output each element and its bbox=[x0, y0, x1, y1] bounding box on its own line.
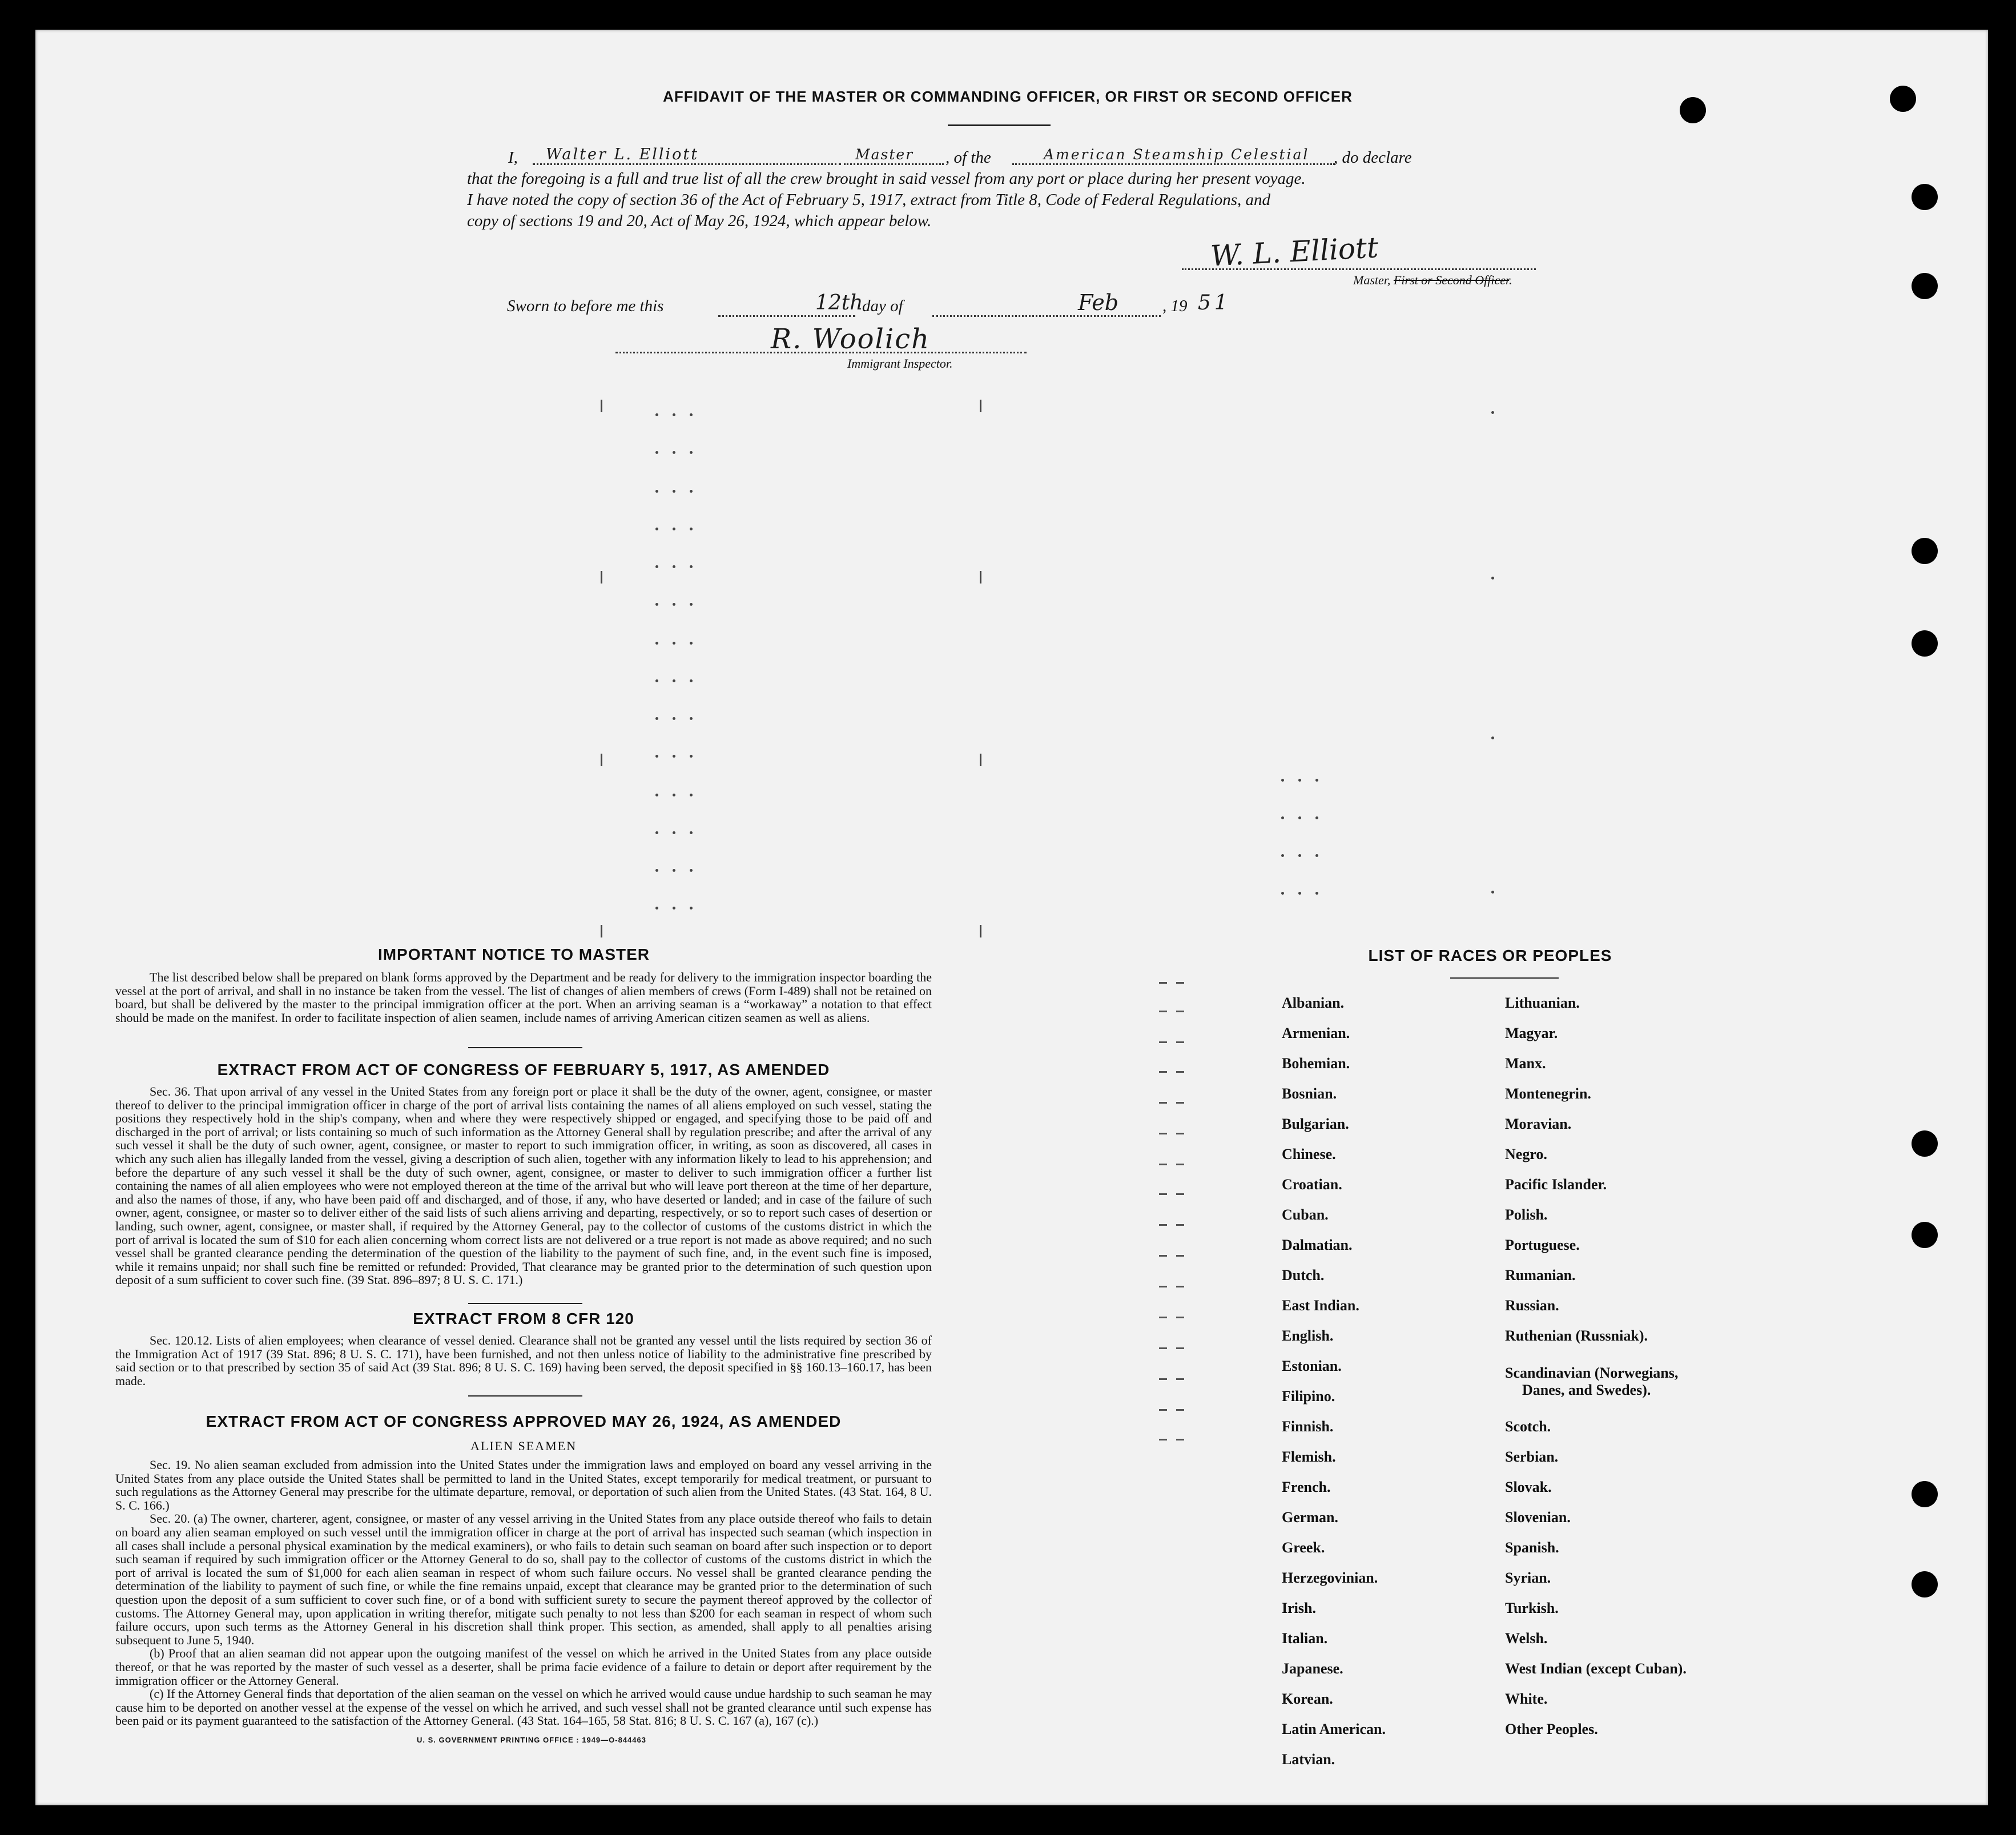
extract1924-title: EXTRACT FROM ACT OF CONGRESS APPROVED MAY 26, 1924, AS AMENDED bbox=[206, 1413, 842, 1430]
race-item: Flemish. bbox=[1282, 1448, 1336, 1465]
day-dotline bbox=[718, 315, 855, 317]
punch-hole bbox=[1912, 1571, 1938, 1597]
affidavit-line4: copy of sections 19 and 20, Act of May 26, 1924, which appear below. bbox=[467, 212, 932, 230]
printer-line: U. S. GOVERNMENT PRINTING OFFICE : 1949—O-844463 bbox=[417, 1736, 646, 1744]
race-item: Moravian. bbox=[1505, 1116, 1572, 1132]
race-item: Other Peoples. bbox=[1505, 1721, 1598, 1737]
race-item: Pacific Islander. bbox=[1505, 1176, 1607, 1193]
punch-hole bbox=[1912, 538, 1938, 564]
sworn-month-field: Feb bbox=[1078, 290, 1119, 315]
race-item: French. bbox=[1282, 1479, 1331, 1495]
race-item: Danes, and Swedes). bbox=[1522, 1382, 1651, 1398]
race-item: Herzegovinian. bbox=[1282, 1570, 1378, 1586]
race-item: Japanese. bbox=[1282, 1660, 1343, 1677]
race-item: Spanish. bbox=[1505, 1539, 1559, 1556]
master-signature: W. L. Elliott bbox=[1209, 231, 1379, 273]
race-item: Montenegrin. bbox=[1505, 1085, 1591, 1102]
race-item: Estonian. bbox=[1282, 1358, 1342, 1374]
race-item: West Indian (except Cuban). bbox=[1505, 1660, 1687, 1677]
extract1924-body bbox=[115, 1458, 932, 1728]
race-item: Dalmatian. bbox=[1282, 1237, 1353, 1253]
race-item: Chinese. bbox=[1282, 1146, 1336, 1162]
vessel-dotline bbox=[1012, 163, 1335, 165]
punch-hole bbox=[1912, 1130, 1938, 1157]
extract1924-subtitle: ALIEN SEAMEN bbox=[470, 1439, 577, 1453]
extractcfr-rule bbox=[468, 1395, 582, 1397]
race-item: Bosnian. bbox=[1282, 1085, 1337, 1102]
race-item: Welsh. bbox=[1505, 1630, 1548, 1647]
race-item: German. bbox=[1282, 1509, 1338, 1526]
do-declare-text: , do declare bbox=[1334, 148, 1412, 167]
punch-hole bbox=[1912, 273, 1938, 299]
race-item: Ruthenian (Russniak). bbox=[1505, 1327, 1648, 1344]
caption-master: Master, bbox=[1353, 273, 1391, 287]
extract1917-rule bbox=[468, 1303, 582, 1304]
inspector-signature: R. Woolich bbox=[771, 323, 931, 355]
punch-hole bbox=[1890, 86, 1916, 112]
race-item: Negro. bbox=[1505, 1146, 1547, 1162]
inspector-dotline bbox=[615, 352, 1027, 353]
name-dotline bbox=[533, 163, 841, 165]
race-item: Bohemian. bbox=[1282, 1055, 1350, 1072]
sec20b-text: (b) Proof that an alien seaman did not appear upon the outgoing manifest of the vessel on which he arrived in the United States from any place outside thereof, or that he was reported by the master of such vessel as a deserter, shall be prima facie evidence of a failure to detain or deport after requirement by the immigration officer or the Attorney General. bbox=[115, 1646, 932, 1688]
sworn-label: Sworn to before me this bbox=[507, 297, 664, 315]
race-item: Lithuanian. bbox=[1505, 995, 1580, 1011]
race-item: Irish. bbox=[1282, 1600, 1316, 1616]
affidavit-line3: I have noted the copy of section 36 of the Act of February 5, 1917, extract from Title 8, Code of Federal Regulations, and bbox=[467, 191, 1271, 209]
rank-dotline bbox=[844, 163, 944, 165]
title-rule bbox=[948, 124, 1051, 126]
race-item: Bulgarian. bbox=[1282, 1116, 1349, 1132]
race-item: Latin American. bbox=[1282, 1721, 1386, 1737]
master-name-field: Walter L. Elliott bbox=[546, 146, 699, 163]
race-item: Slovak. bbox=[1505, 1479, 1552, 1495]
day-of-text: day of bbox=[862, 297, 903, 315]
extract1917-text: Sec. 36. That upon arrival of any vessel in the United States from any foreign port or place it shall be the duty of the owner, agent, consignee, or master thereof to deliver to the principal immigration officer in charge of the port of arrival lists containing the names of all aliens employed on such vessel, stating the positions they respectively hold in the ship's company, when and where they were respectively shipped or engaged, and specifying those to be paid off and discharged in the port of arrival; or lists containing so much of such information as the Attorney General shall by regulation prescribe; and after the arrival of any such vessel it shall be the duty of such owner, agent, consignee, or master to report to such immigration officer, in writing, as soon as discovered, all cases in which any such alien has illegally landed from the vessel, giving a description of such alien, together with any information likely to lead to his apprehension; and before the departure of any such vessel it shall be the duty of such owner, agent, consignee, or master to deliver to such immigration officer a further list containing the names of all alien employees who were not employed thereon at the time of the arrival but who will leave port thereon at the time of her departure, and also the names of those, if any, who have been paid off and discharged, and of those, if any, who have deserted or landed; and in case of the failure of such owner, agent, consignee, or master so to deliver either of the said lists of such aliens arriving and departing, respectively, or so to report such cases of desertion or landing, such owner, agent, consignee, or master shall, if required by the Attorney General, pay to the collector of customs of the customs district in which the port of arrival is located the sum of $10 for each alien concerning whom correct lists are not delivered or a true report is not made as above required; and no such vessel shall be granted clearance pending the determination of the question of the liability to the payment of such fine, and, in the event such fine is imposed, while it remains unpaid; nor shall such fine be remitted or refunded: Provided, That clearance may be granted prior to the determination of such question upon deposit of a sum sufficient to cover such fine. (39 Stat. 896–897; 8 U. S. C. 171.) bbox=[115, 1084, 932, 1287]
caption-end: . bbox=[1509, 273, 1512, 287]
sec20a-text: Sec. 20. (a) The owner, charterer, agent, consignee, or master of any vessel arriving in the United States from any place outside thereof who fails to detain on board any alien seaman employed on such vessel until the immigration officer in charge at the port of arrival has inspected such seaman (which inspection in all cases shall include a personal physical examination by the medical examiners), or who fails to detain such seaman on board after such inspection or to deport such seaman if required by such immigration officer or the Attorney General to do so, shall pay to the collector of customs of the customs district in which the port of arrival is located the sum of $1,000 for each alien seaman in respect of whom such failure occurs. No vessel shall be granted clearance pending the determination of the liability to payment of such fine, or while the fine remains unpaid, except that clearance may be granted prior to the determination of such question upon the deposit of a sum sufficient to cover such fine, or of a bond with sufficient surety to secure the payment thereof approved by the collector of customs. The Attorney General may, upon application in writing therefor, mitigate such penalty to not less than $200 for each seaman in respect of whom such failure occurs, upon such terms as the Attorney General in his discretion shall think proper. This section, as amended, shall apply to all penalties arising subsequent to June 5, 1940. bbox=[115, 1511, 932, 1647]
race-item: Portuguese. bbox=[1505, 1237, 1580, 1253]
race-item: Turkish. bbox=[1505, 1600, 1559, 1616]
races-title: LIST OF RACES OR PEOPLES bbox=[1368, 947, 1612, 964]
affidavit-title: AFFIDAVIT OF THE MASTER OR COMMANDING OFFICER, OR FIRST OR SECOND OFFICER bbox=[663, 88, 1353, 105]
sworn-day-field: 12th bbox=[815, 291, 863, 315]
race-item: Slovenian. bbox=[1505, 1509, 1571, 1526]
vessel-field: American Steamship Celestial bbox=[1044, 146, 1310, 163]
race-item: English. bbox=[1282, 1327, 1334, 1344]
race-item: Armenian. bbox=[1282, 1025, 1350, 1041]
race-item: Serbian. bbox=[1505, 1448, 1559, 1465]
race-item: Dutch. bbox=[1282, 1267, 1325, 1283]
punch-hole bbox=[1912, 1222, 1938, 1248]
rank-field: Master bbox=[855, 146, 914, 163]
sec19-text: Sec. 19. No alien seaman excluded from admission into the United States under the immigration laws and employed on board any vessel arriving in the United States from any place outside the United States shall be permitted to land in the United States, except temporarily for medical treatment, or pursuant to such regulations as the Attorney General may prescribe for the ultimate departure, removal, or deportation of such alien from the United States. (43 Stat. 164, 8 U. S. C. 166.) bbox=[115, 1458, 932, 1512]
race-item: Cuban. bbox=[1282, 1206, 1329, 1223]
race-item: Albanian. bbox=[1282, 995, 1345, 1011]
sworn-line bbox=[507, 290, 1306, 320]
race-item: Latvian. bbox=[1282, 1751, 1335, 1768]
year-prefix: , 19 bbox=[1162, 297, 1188, 315]
race-item: White. bbox=[1505, 1691, 1548, 1707]
punch-hole bbox=[1680, 97, 1706, 123]
punch-hole bbox=[1912, 630, 1938, 657]
race-item: Scotch. bbox=[1505, 1418, 1551, 1435]
extractcfr-text: Sec. 120.12. Lists of alien employees; when clearance of vessel denied. Clearance shall not be granted any vessel until the lists required by section 36 of the Immigration Act of 1917 (39 Stat. 896; 8 U. S. C. 171), have been furnished, and not then unless notice of liability to the administrative fine prescribed by said section or to that prescribed by section 35 of said Act (39 Stat. 896; 8 U. S. C. 169) having been served, the deposit specified in §§ 160.13–160.17, has been made. bbox=[115, 1333, 932, 1388]
race-item: Magyar. bbox=[1505, 1025, 1558, 1041]
race-item: Russian. bbox=[1505, 1297, 1559, 1314]
race-item: Manx. bbox=[1505, 1055, 1546, 1072]
race-item: Scandinavian (Norwegians, bbox=[1505, 1365, 1679, 1381]
punch-hole bbox=[1912, 184, 1938, 210]
caption-struck: First or Second Officer bbox=[1393, 273, 1510, 287]
extractcfr-title: EXTRACT FROM 8 CFR 120 bbox=[413, 1310, 634, 1327]
affidavit-line1 bbox=[467, 147, 1535, 168]
race-item: Croatian. bbox=[1282, 1176, 1342, 1193]
notice-rule bbox=[468, 1047, 582, 1048]
race-item: Finnish. bbox=[1282, 1418, 1334, 1435]
race-item: Filipino. bbox=[1282, 1388, 1335, 1405]
race-item: Syrian. bbox=[1505, 1570, 1551, 1586]
race-item: Italian. bbox=[1282, 1630, 1328, 1647]
affidavit-block bbox=[467, 147, 1535, 232]
punch-hole bbox=[1912, 1481, 1938, 1507]
notice-title: IMPORTANT NOTICE TO MASTER bbox=[377, 945, 650, 963]
affidavit-i: I, bbox=[508, 148, 518, 167]
race-item: Korean. bbox=[1282, 1691, 1333, 1707]
extract1917-title: EXTRACT FROM ACT OF CONGRESS OF FEBRUARY 5, 1917, AS AMENDED bbox=[217, 1061, 830, 1079]
race-item: Rumanian. bbox=[1505, 1267, 1576, 1283]
inspector-caption: Immigrant Inspector. bbox=[847, 356, 953, 371]
sec20c-text: (c) If the Attorney General finds that deportation of the alien seaman on the vessel on which he arrived would cause undue hardship to such seaman he may cause him to be deported on another vessel at the expense of the vessel on which he arrived, and such vessel shall not be granted clearance until such expense has been paid or its payment guaranteed to the satisfaction of the Attorney General. (43 Stat. 164–165, 58 Stat. 816; 8 U. S. C. 167 (a), 167 (c).) bbox=[115, 1687, 932, 1728]
year-suffix-field: 51 bbox=[1198, 291, 1231, 315]
race-item: Greek. bbox=[1282, 1539, 1325, 1556]
affidavit-line2: that the foregoing is a full and true list of all the crew brought in said vessel from any port or place during her present voyage. bbox=[467, 170, 1306, 188]
notice-text: The list described below shall be prepared on blank forms approved by the Department and be ready for delivery to the immigration inspector boarding the vessel at the port of arrival, and shall in no instance be taken from the vessel. The list of changes of alien members of crews (Form I-489) shall not be retained on board, but shall be delivered by the master to the principal immigration officer at the port. When an arriving seaman is a “workaway” a notation to that effect should be made on the manifest. In order to facilitate inspection of alien seamen, include names of arriving American citizen seamen as well as aliens. bbox=[115, 970, 932, 1025]
race-item: East Indian. bbox=[1282, 1297, 1359, 1314]
signature-dotline bbox=[1182, 268, 1536, 270]
races-rule bbox=[1450, 977, 1559, 979]
of-the-text: , of the bbox=[945, 148, 991, 167]
race-item: Polish. bbox=[1505, 1206, 1548, 1223]
month-dotline bbox=[932, 315, 1161, 317]
signature-caption bbox=[1353, 273, 1512, 288]
